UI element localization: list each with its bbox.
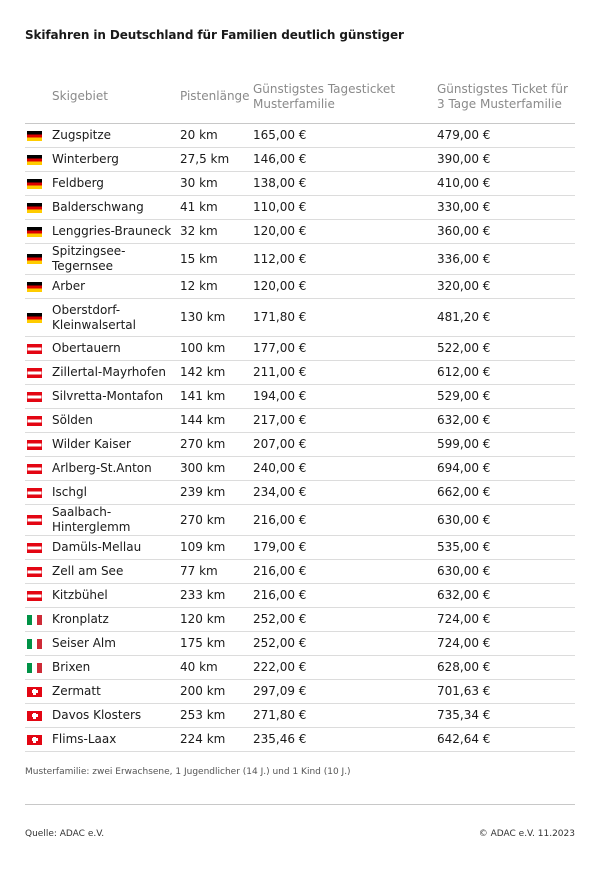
cell-3-tage-ticket: 410,00 € xyxy=(437,172,575,196)
cell-skigebiet: Flims-Laax xyxy=(52,728,180,752)
cell-tagesticket: 110,00 € xyxy=(253,196,437,220)
flag-cell xyxy=(25,656,52,680)
germany-flag-icon xyxy=(27,254,42,264)
cell-3-tage-ticket: 336,00 € xyxy=(437,244,575,275)
divider xyxy=(25,804,575,805)
cell-pistenlaenge: 175 km xyxy=(180,632,253,656)
cell-3-tage-ticket: 330,00 € xyxy=(437,196,575,220)
cell-3-tage-ticket: 529,00 € xyxy=(437,385,575,409)
cell-pistenlaenge: 109 km xyxy=(180,536,253,560)
table-row xyxy=(25,409,575,433)
cell-skigebiet: Feldberg xyxy=(52,172,180,196)
cell-pistenlaenge: 77 km xyxy=(180,560,253,584)
flag-cell xyxy=(25,457,52,481)
cell-tagesticket: 216,00 € xyxy=(253,505,437,536)
cell-skigebiet: Ischgl xyxy=(52,481,180,505)
cell-3-tage-ticket: 535,00 € xyxy=(437,536,575,560)
cell-pistenlaenge: 270 km xyxy=(180,505,253,536)
flag-cell xyxy=(25,433,52,457)
cell-skigebiet: Kronplatz xyxy=(52,608,180,632)
table-row xyxy=(25,584,575,608)
flag-cell xyxy=(25,385,52,409)
germany-flag-icon xyxy=(27,282,42,292)
cell-pistenlaenge: 130 km xyxy=(180,299,253,337)
cell-pistenlaenge: 12 km xyxy=(180,275,253,299)
cell-skigebiet: Saalbach-Hinterglemm xyxy=(52,505,180,536)
cell-tagesticket: 216,00 € xyxy=(253,584,437,608)
cell-3-tage-ticket: 632,00 € xyxy=(437,409,575,433)
austria-flag-icon xyxy=(27,591,42,601)
germany-flag-icon xyxy=(27,313,42,323)
table-row xyxy=(25,385,575,409)
austria-flag-icon xyxy=(27,392,42,402)
cell-tagesticket: 171,80 € xyxy=(253,299,437,337)
cell-3-tage-ticket: 701,63 € xyxy=(437,680,575,704)
table-row xyxy=(25,457,575,481)
table-row xyxy=(25,656,575,680)
flag-cell xyxy=(25,299,52,337)
cell-skigebiet: Damüls-Mellau xyxy=(52,536,180,560)
header-skigebiet: Skigebiet xyxy=(52,70,180,124)
flag-cell xyxy=(25,632,52,656)
table-row xyxy=(25,481,575,505)
cell-tagesticket: 211,00 € xyxy=(253,361,437,385)
flag-cell xyxy=(25,337,52,361)
cell-skigebiet: Zermatt xyxy=(52,680,180,704)
cell-tagesticket: 138,00 € xyxy=(253,172,437,196)
cell-tagesticket: 234,00 € xyxy=(253,481,437,505)
cell-skigebiet: Lenggries-Brauneck xyxy=(52,220,180,244)
cell-skigebiet: Zillertal-Mayrhofen xyxy=(52,361,180,385)
cell-tagesticket: 271,80 € xyxy=(253,704,437,728)
cell-skigebiet: Brixen xyxy=(52,656,180,680)
cell-pistenlaenge: 270 km xyxy=(180,433,253,457)
cell-skigebiet: Wilder Kaiser xyxy=(52,433,180,457)
table-row xyxy=(25,728,575,752)
header-3-tage-ticket: Günstigstes Ticket für 3 Tage Musterfamilie xyxy=(437,70,575,124)
header-pistenlaenge: Pistenlänge xyxy=(180,70,253,124)
cell-pistenlaenge: 200 km xyxy=(180,680,253,704)
cell-3-tage-ticket: 320,00 € xyxy=(437,275,575,299)
cell-tagesticket: 207,00 € xyxy=(253,433,437,457)
cell-skigebiet: Spitzingsee-Tegernsee xyxy=(52,244,180,275)
table-row xyxy=(25,536,575,560)
italy-flag-icon xyxy=(27,615,42,625)
flag-cell xyxy=(25,409,52,433)
flag-cell xyxy=(25,536,52,560)
cell-3-tage-ticket: 628,00 € xyxy=(437,656,575,680)
table-row xyxy=(25,704,575,728)
cell-pistenlaenge: 41 km xyxy=(180,196,253,220)
austria-flag-icon xyxy=(27,344,42,354)
table-row xyxy=(25,172,575,196)
austria-flag-icon xyxy=(27,368,42,378)
cell-pistenlaenge: 32 km xyxy=(180,220,253,244)
cell-pistenlaenge: 100 km xyxy=(180,337,253,361)
table-row xyxy=(25,148,575,172)
flag-cell xyxy=(25,172,52,196)
austria-flag-icon xyxy=(27,543,42,553)
cell-3-tage-ticket: 612,00 € xyxy=(437,361,575,385)
table-row xyxy=(25,337,575,361)
cell-3-tage-ticket: 630,00 € xyxy=(437,505,575,536)
cell-tagesticket: 252,00 € xyxy=(253,632,437,656)
table-row xyxy=(25,560,575,584)
cell-pistenlaenge: 30 km xyxy=(180,172,253,196)
cell-skigebiet: Seiser Alm xyxy=(52,632,180,656)
cell-3-tage-ticket: 662,00 € xyxy=(437,481,575,505)
table-row xyxy=(25,196,575,220)
switzerland-flag-icon xyxy=(27,687,42,697)
cell-tagesticket: 222,00 € xyxy=(253,656,437,680)
austria-flag-icon xyxy=(27,464,42,474)
flag-cell xyxy=(25,704,52,728)
table-row xyxy=(25,433,575,457)
cell-skigebiet: Kitzbühel xyxy=(52,584,180,608)
cell-tagesticket: 297,09 € xyxy=(253,680,437,704)
header-flag xyxy=(25,70,52,124)
cell-tagesticket: 240,00 € xyxy=(253,457,437,481)
cell-pistenlaenge: 141 km xyxy=(180,385,253,409)
flag-cell xyxy=(25,680,52,704)
table-row xyxy=(25,124,575,148)
switzerland-flag-icon xyxy=(27,735,42,745)
flag-cell xyxy=(25,361,52,385)
table-row xyxy=(25,244,575,275)
cell-tagesticket: 120,00 € xyxy=(253,220,437,244)
flag-cell xyxy=(25,275,52,299)
flag-cell xyxy=(25,148,52,172)
flag-cell xyxy=(25,584,52,608)
cell-3-tage-ticket: 481,20 € xyxy=(437,299,575,337)
germany-flag-icon xyxy=(27,227,42,237)
flag-cell xyxy=(25,505,52,536)
italy-flag-icon xyxy=(27,639,42,649)
cell-3-tage-ticket: 630,00 € xyxy=(437,560,575,584)
cell-skigebiet: Balderschwang xyxy=(52,196,180,220)
cell-skigebiet: Oberstdorf-Kleinwalsertal xyxy=(52,299,180,337)
austria-flag-icon xyxy=(27,515,42,525)
cell-tagesticket: 217,00 € xyxy=(253,409,437,433)
switzerland-flag-icon xyxy=(27,711,42,721)
germany-flag-icon xyxy=(27,179,42,189)
cell-skigebiet: Zell am See xyxy=(52,560,180,584)
germany-flag-icon xyxy=(27,155,42,165)
flag-cell xyxy=(25,196,52,220)
austria-flag-icon xyxy=(27,488,42,498)
cell-3-tage-ticket: 632,00 € xyxy=(437,584,575,608)
table-row xyxy=(25,505,575,536)
cell-skigebiet: Winterberg xyxy=(52,148,180,172)
flag-cell xyxy=(25,220,52,244)
cell-pistenlaenge: 233 km xyxy=(180,584,253,608)
cell-3-tage-ticket: 390,00 € xyxy=(437,148,575,172)
flag-cell xyxy=(25,560,52,584)
cell-tagesticket: 235,46 € xyxy=(253,728,437,752)
table-row xyxy=(25,632,575,656)
cell-3-tage-ticket: 642,64 € xyxy=(437,728,575,752)
cell-pistenlaenge: 224 km xyxy=(180,728,253,752)
header-tagesticket: Günstigstes Tagesticket Musterfamilie xyxy=(253,70,437,124)
cell-skigebiet: Sölden xyxy=(52,409,180,433)
table-row xyxy=(25,608,575,632)
italy-flag-icon xyxy=(27,663,42,673)
cell-skigebiet: Arlberg-St.Anton xyxy=(52,457,180,481)
cell-pistenlaenge: 142 km xyxy=(180,361,253,385)
flag-cell xyxy=(25,481,52,505)
table-row xyxy=(25,275,575,299)
cell-3-tage-ticket: 735,34 € xyxy=(437,704,575,728)
cell-3-tage-ticket: 360,00 € xyxy=(437,220,575,244)
cell-pistenlaenge: 300 km xyxy=(180,457,253,481)
cell-pistenlaenge: 144 km xyxy=(180,409,253,433)
ski-price-table xyxy=(25,70,575,752)
cell-pistenlaenge: 239 km xyxy=(180,481,253,505)
austria-flag-icon xyxy=(27,440,42,450)
cell-skigebiet: Davos Klosters xyxy=(52,704,180,728)
table-row xyxy=(25,680,575,704)
cell-skigebiet: Obertauern xyxy=(52,337,180,361)
cell-tagesticket: 177,00 € xyxy=(253,337,437,361)
cell-tagesticket: 194,00 € xyxy=(253,385,437,409)
cell-tagesticket: 146,00 € xyxy=(253,148,437,172)
cell-3-tage-ticket: 599,00 € xyxy=(437,433,575,457)
cell-tagesticket: 112,00 € xyxy=(253,244,437,275)
footnote: Musterfamilie: zwei Erwachsene, 1 Jugendlicher (14 J.) und 1 Kind (10 J.) xyxy=(25,767,351,777)
cell-pistenlaenge: 253 km xyxy=(180,704,253,728)
flag-cell xyxy=(25,124,52,148)
cell-pistenlaenge: 120 km xyxy=(180,608,253,632)
austria-flag-icon xyxy=(27,567,42,577)
austria-flag-icon xyxy=(27,416,42,426)
cell-3-tage-ticket: 694,00 € xyxy=(437,457,575,481)
cell-skigebiet: Silvretta-Montafon xyxy=(52,385,180,409)
cell-3-tage-ticket: 724,00 € xyxy=(437,608,575,632)
cell-pistenlaenge: 20 km xyxy=(180,124,253,148)
cell-tagesticket: 216,00 € xyxy=(253,560,437,584)
cell-pistenlaenge: 27,5 km xyxy=(180,148,253,172)
table-row xyxy=(25,220,575,244)
cell-tagesticket: 179,00 € xyxy=(253,536,437,560)
cell-tagesticket: 252,00 € xyxy=(253,608,437,632)
cell-tagesticket: 165,00 € xyxy=(253,124,437,148)
flag-cell xyxy=(25,608,52,632)
cell-tagesticket: 120,00 € xyxy=(253,275,437,299)
cell-3-tage-ticket: 522,00 € xyxy=(437,337,575,361)
table-row xyxy=(25,361,575,385)
cell-pistenlaenge: 15 km xyxy=(180,244,253,275)
cell-pistenlaenge: 40 km xyxy=(180,656,253,680)
copyright-note: © ADAC e.V. 11.2023 xyxy=(478,829,575,839)
table-row xyxy=(25,299,575,337)
page-title: Skifahren in Deutschland für Familien deutlich günstiger xyxy=(25,28,404,42)
cell-skigebiet: Zugspitze xyxy=(52,124,180,148)
flag-cell xyxy=(25,728,52,752)
table-header-row xyxy=(25,70,575,124)
cell-skigebiet: Arber xyxy=(52,275,180,299)
germany-flag-icon xyxy=(27,131,42,141)
germany-flag-icon xyxy=(27,203,42,213)
source-note: Quelle: ADAC e.V. xyxy=(25,829,105,839)
flag-cell xyxy=(25,244,52,275)
cell-3-tage-ticket: 724,00 € xyxy=(437,632,575,656)
cell-3-tage-ticket: 479,00 € xyxy=(437,124,575,148)
